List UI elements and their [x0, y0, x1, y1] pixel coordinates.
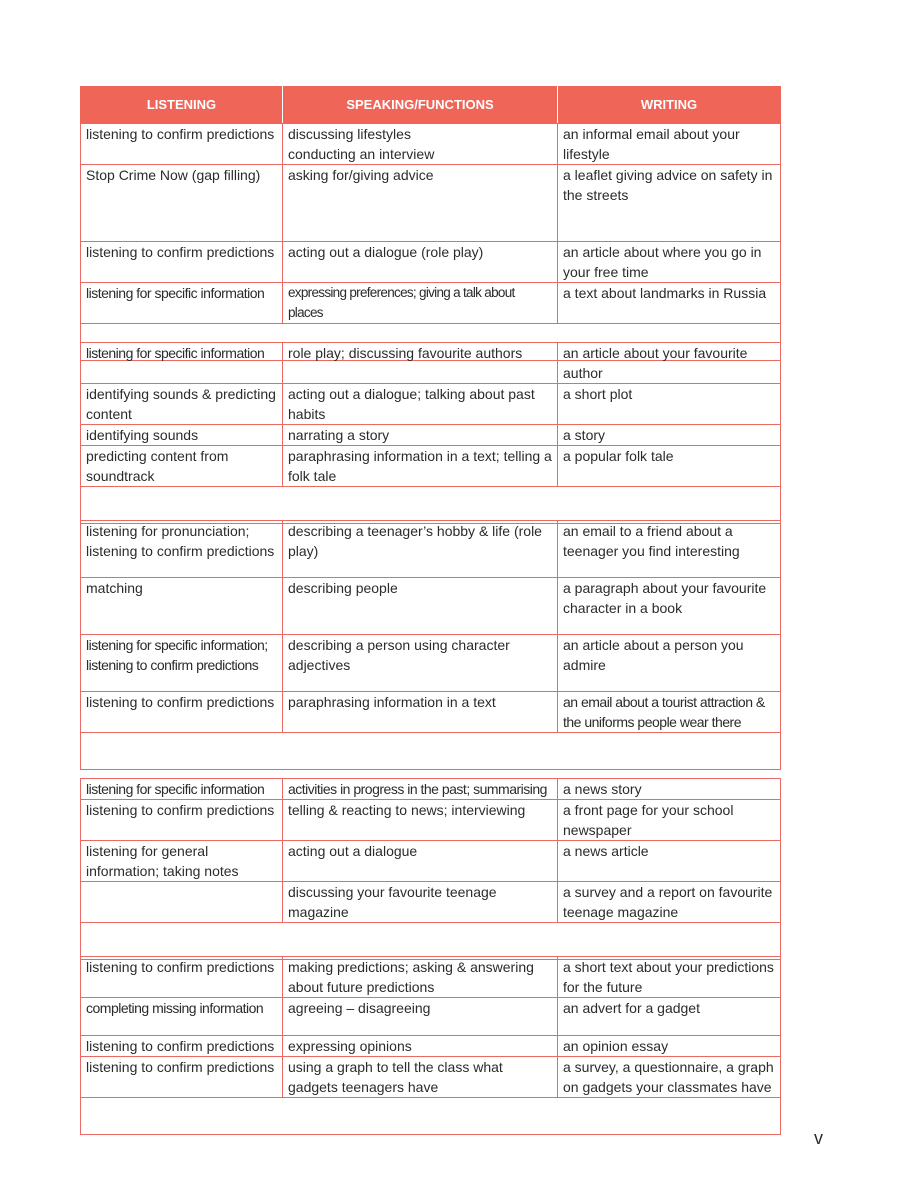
writing-cell: a short text about your predictions for the future	[558, 957, 781, 998]
listening-cell: listening to confirm predictions	[81, 692, 283, 733]
listening-cell	[81, 882, 283, 923]
writing-cell: a leaflet giving advice on safety in the streets	[558, 165, 781, 242]
writing-cell: a popular folk tale	[558, 446, 781, 487]
listening-cell: listening for general information; taking notes	[81, 841, 283, 882]
writing-cell: an article about a person you admire	[558, 635, 781, 692]
listening-cell: matching	[81, 578, 283, 635]
table-row	[81, 283, 781, 324]
table-row	[81, 882, 781, 923]
writing-cell: a news story	[558, 779, 781, 800]
listening-cell: listening for pronunciation; listening to confirm predictions	[81, 521, 283, 578]
speaking-cell: acting out a dialogue	[283, 841, 558, 882]
header-speaking-functions: SPEAKING/FUNCTIONS	[283, 87, 558, 124]
table-row	[81, 1057, 781, 1098]
blank-row	[81, 733, 781, 770]
blank-cell	[81, 923, 781, 960]
writing-cell: an article about your favourite author	[558, 343, 781, 384]
table-row	[81, 425, 781, 446]
listening-cell: listening to confirm predictions	[81, 800, 283, 841]
table-row	[81, 692, 781, 733]
blank-row	[81, 923, 781, 960]
table-row	[81, 998, 781, 1036]
skills-table-section-5	[80, 956, 781, 1135]
listening-cell: Stop Crime Now (gap filling)	[81, 165, 283, 242]
listening-cell: predicting content from soundtrack	[81, 446, 283, 487]
listening-cell: identifying sounds	[81, 425, 283, 446]
speaking-cell: asking for/giving advice	[283, 165, 558, 242]
table-row	[81, 841, 781, 882]
blank-cell	[81, 733, 781, 770]
speaking-cell: role play; discussing favourite authors	[283, 343, 558, 384]
table-header-row	[81, 87, 781, 124]
speaking-cell: discussing your favourite teenage magazine	[283, 882, 558, 923]
table-row	[81, 635, 781, 692]
table-row	[81, 1036, 781, 1057]
speaking-cell: discussing lifestyles conducting an interview	[283, 124, 558, 165]
speaking-cell: activities in progress in the past; summarising	[283, 779, 558, 800]
speaking-cell: acting out a dialogue; talking about past habits	[283, 384, 558, 425]
skills-table-section-2	[80, 342, 781, 524]
blank-cell	[81, 1098, 781, 1135]
table-row	[81, 343, 781, 384]
speaking-cell: making predictions; asking & answering about future predictions	[283, 957, 558, 998]
skills-table-section-1	[80, 86, 781, 361]
writing-cell: a news article	[558, 841, 781, 882]
writing-cell: a paragraph about your favourite character in a book	[558, 578, 781, 635]
writing-cell: a front page for your school newspaper	[558, 800, 781, 841]
listening-cell: listening for specific information; listening to confirm predictions	[81, 635, 283, 692]
table-row	[81, 165, 781, 242]
speaking-cell: describing a teenager’s hobby & life (role play)	[283, 521, 558, 578]
listening-cell: listening to confirm predictions	[81, 1057, 283, 1098]
speaking-cell: describing a person using character adjectives	[283, 635, 558, 692]
listening-cell: listening to confirm predictions	[81, 1036, 283, 1057]
table-row	[81, 446, 781, 487]
writing-cell: an advert for a gadget	[558, 998, 781, 1036]
listening-cell: completing missing information	[81, 998, 283, 1036]
listening-cell: listening for specific information	[81, 343, 283, 384]
writing-cell: a survey, a questionnaire, a graph on gadgets your classmates have	[558, 1057, 781, 1098]
table-row	[81, 957, 781, 998]
table-row	[81, 779, 781, 800]
writing-cell: an informal email about your lifestyle	[558, 124, 781, 165]
speaking-cell: agreeing – disagreeing	[283, 998, 558, 1036]
blank-cell	[81, 487, 781, 524]
blank-row	[81, 487, 781, 524]
writing-cell: an article about where you go in your free time	[558, 242, 781, 283]
writing-cell: a survey and a report on favourite teenage magazine	[558, 882, 781, 923]
listening-cell: listening to confirm predictions	[81, 957, 283, 998]
listening-cell: listening for specific information	[81, 283, 283, 324]
header-writing: WRITING	[558, 87, 781, 124]
listening-cell: identifying sounds & predicting content	[81, 384, 283, 425]
listening-cell: listening for specific information	[81, 779, 283, 800]
table-row	[81, 578, 781, 635]
speaking-cell: expressing preferences; giving a talk about places	[283, 283, 558, 324]
header-listening: LISTENING	[81, 87, 283, 124]
speaking-cell: expressing opinions	[283, 1036, 558, 1057]
speaking-cell: using a graph to tell the class what gadgets teenagers have	[283, 1057, 558, 1098]
page-number: v	[814, 1128, 823, 1148]
writing-cell: an opinion essay	[558, 1036, 781, 1057]
speaking-cell: acting out a dialogue (role play)	[283, 242, 558, 283]
listening-cell: listening to confirm predictions	[81, 242, 283, 283]
writing-cell: a story	[558, 425, 781, 446]
speaking-cell: narrating a story	[283, 425, 558, 446]
speaking-cell: telling & reacting to news; interviewing	[283, 800, 558, 841]
listening-cell: listening to confirm predictions	[81, 124, 283, 165]
table-row	[81, 800, 781, 841]
table-row	[81, 521, 781, 578]
writing-cell: a short plot	[558, 384, 781, 425]
skills-table-section-4	[80, 778, 781, 960]
speaking-cell: paraphrasing information in a text	[283, 692, 558, 733]
writing-cell: an email about a tourist attraction & the uniforms people wear there	[558, 692, 781, 733]
speaking-cell: paraphrasing information in a text; telling a folk tale	[283, 446, 558, 487]
speaking-cell: describing people	[283, 578, 558, 635]
table-row	[81, 384, 781, 425]
table-row	[81, 242, 781, 283]
table-row	[81, 124, 781, 165]
skills-table-section-3	[80, 520, 781, 770]
blank-row	[81, 1098, 781, 1135]
writing-cell: an email to a friend about a teenager you find interesting	[558, 521, 781, 578]
writing-cell: a text about landmarks in Russia	[558, 283, 781, 324]
